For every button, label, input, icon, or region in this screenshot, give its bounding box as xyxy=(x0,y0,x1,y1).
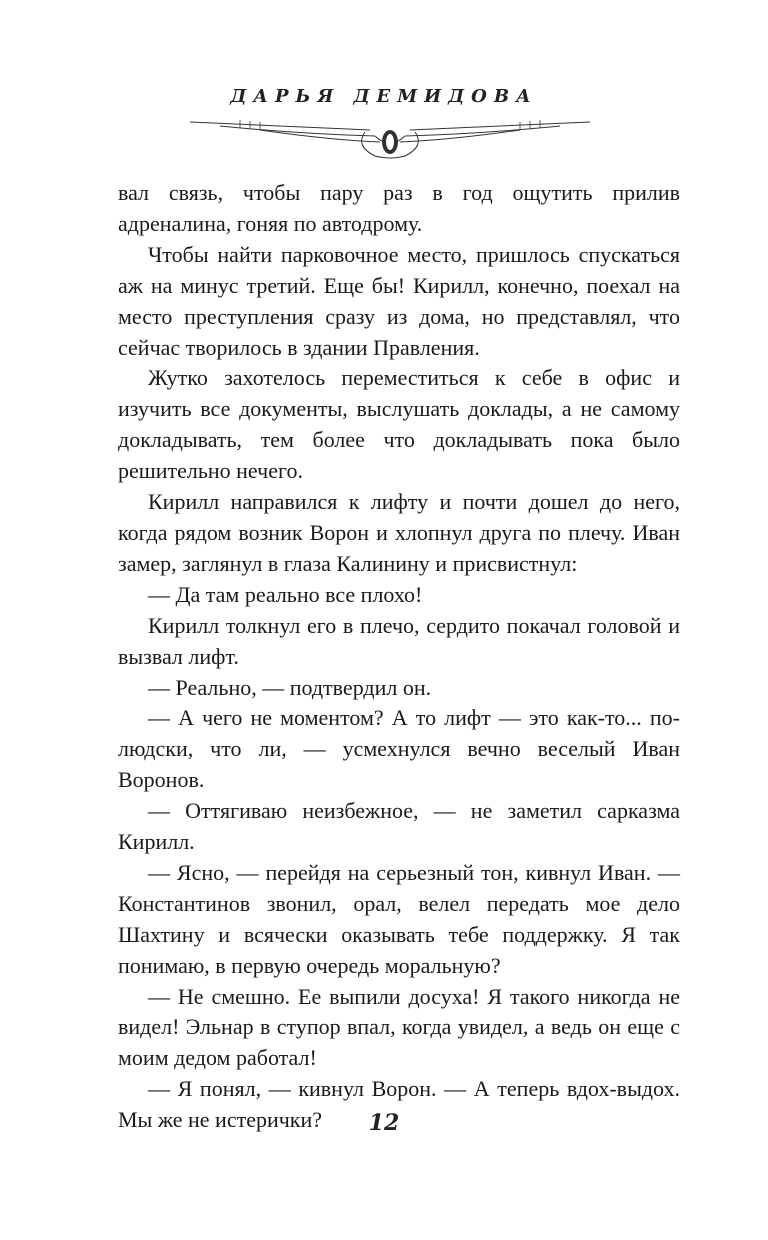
paragraph: — Не смешно. Ее выпили досуха! Я такого никогда не видел! Эльнар в ступор впал, когда увидел, а ведь он еще с моим дедом работал! xyxy=(118,983,680,1071)
author-name: ДАРЬЯ ДЕМИДОВА xyxy=(230,86,538,107)
paragraph: — Ясно, — перейдя на серьезный тон, кивнул Иван. — Константинов звонил, орал, велел передать мое дело Шахтину и всячески оказывать тебе поддержку. Я так понимаю, в первую очередь моральную? xyxy=(118,859,680,978)
paragraph: вал связь, чтобы пару раз в год ощутить прилив адреналина, гоняя по автодрому. xyxy=(118,180,680,236)
paragraph: Чтобы найти парковочное место, пришлось спускаться аж на минус третий. Еще бы! Кирилл, конечно, поехал на место преступления сразу из дома, но представлял, что сейчас творилось в здании Правления. xyxy=(118,241,680,360)
paragraph: — Я понял, — кивнул Ворон. — А теперь вдох-выдох. Мы же не истерички? xyxy=(118,1076,680,1133)
paragraph: — Оттягиваю неизбежное, — не заметил сарказма Кирилл. xyxy=(118,798,680,855)
paragraph: Жутко захотелось переместиться к себе в офис и изучить все документы, выслушать доклады, а не самому докладывать, тем более что докладывать пока было решительно нечего. xyxy=(118,365,680,484)
paragraph: Кирилл направился к лифту и почти дошел до него, когда рядом возник Ворон и хлопнул друга по плечу. Иван замер, заглянул в глаза Калинину и присвистнул: xyxy=(118,489,680,576)
decorative-ornament-icon xyxy=(180,112,600,162)
body-text xyxy=(118,178,680,1136)
running-header xyxy=(0,86,768,107)
page-number: 12 xyxy=(368,1110,400,1136)
paragraph: Кирилл толкнул его в плечо, сердито покачал головой и вызвал лифт. xyxy=(118,612,680,669)
paragraph: — Реально, — подтвердил он. xyxy=(148,674,432,700)
paragraph: — А чего не моментом? А то лифт — это как-то... по-людски, что ли, — усмехнулся вечно веселый Иван Воронов. xyxy=(118,705,680,793)
paragraph: — Да там реально все плохо! xyxy=(148,581,423,607)
